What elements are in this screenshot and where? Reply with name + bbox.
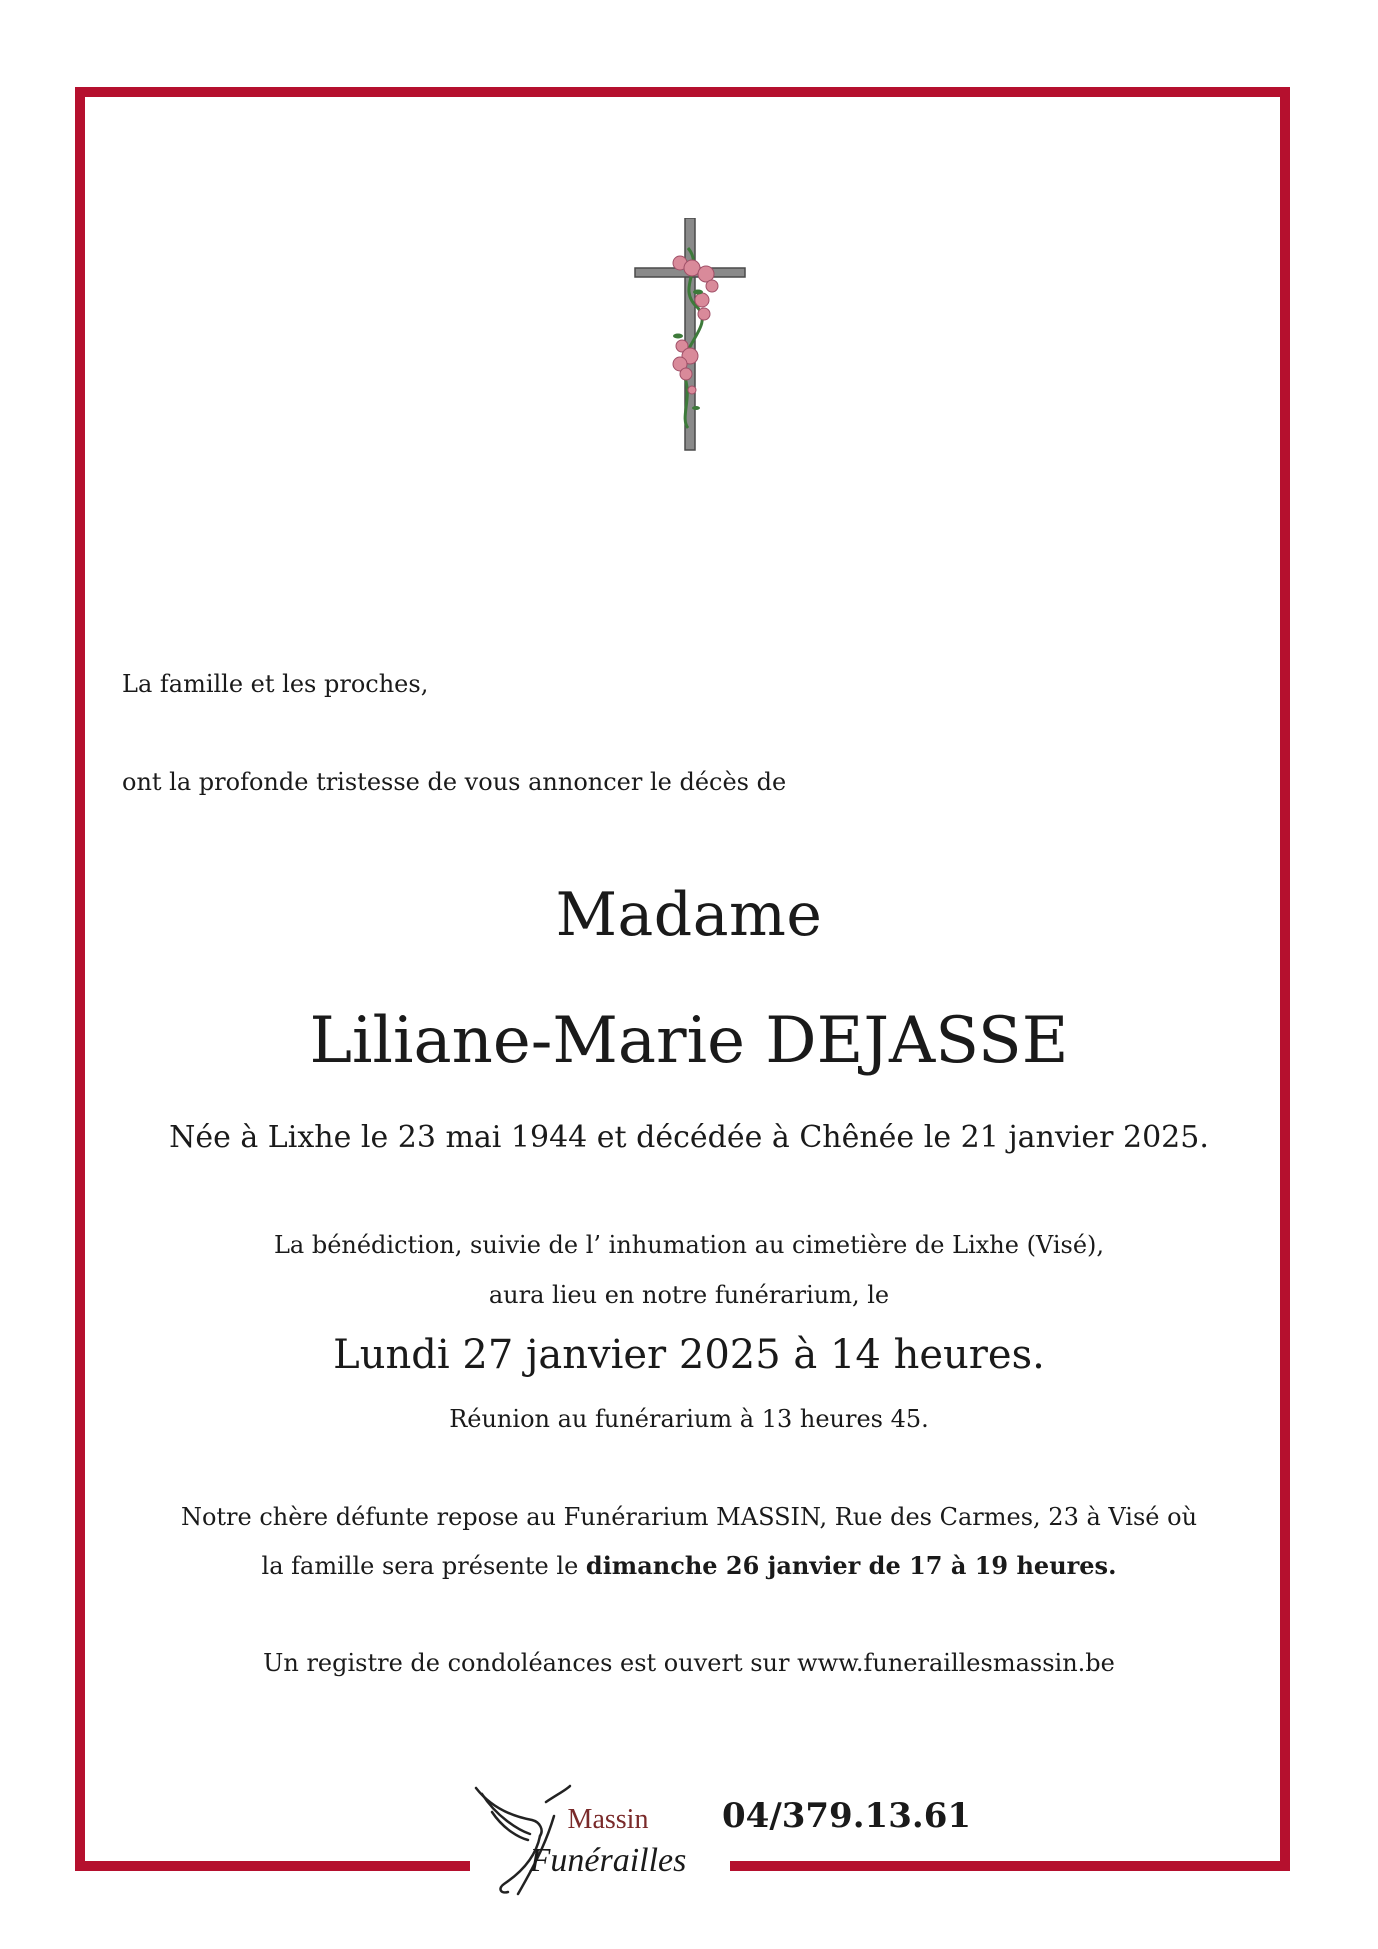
- ceremony-date: Lundi 27 janvier 2025 à 14 heures.: [333, 1332, 1045, 1378]
- visitation-line-1: Notre chère défunte repose au Funérarium MASSIN, Rue des Carmes, 23 à Visé où: [180, 1503, 1198, 1531]
- condolences-text: Un registre de condoléances est ouvert sur www.funeraillesmassin.be: [263, 1649, 1115, 1677]
- ceremony-line-1: La bénédiction, suivie de l’ inhumation au cimetière de Lixhe (Visé),: [273, 1231, 1105, 1259]
- phone-number: 04/379.13.61: [722, 1796, 972, 1836]
- deceased-title: Madame: [555, 880, 823, 950]
- cross-with-flowers-icon: [630, 218, 750, 454]
- intro-line-2: ont la profonde tristesse de vous annoncer le décès de: [122, 768, 787, 796]
- visitation-prefix: la famille sera présente le: [261, 1552, 586, 1580]
- logo-text-massin: Massin: [567, 1804, 649, 1835]
- ceremony-line-2: aura lieu en notre funérarium, le: [488, 1281, 890, 1309]
- deceased-name: Liliane-Marie DEJASSE: [309, 1004, 1069, 1078]
- birth-death-dates: Née à Lixhe le 23 mai 1944 et décédée à Chênée le 21 janvier 2025.: [169, 1120, 1209, 1155]
- massin-funerailles-logo: [470, 1776, 710, 1908]
- meeting-time: Réunion au funérarium à 13 heures 45.: [449, 1405, 929, 1433]
- intro-line-1: La famille et les proches,: [122, 670, 429, 698]
- visitation-line-2: [0, 1550, 1378, 1582]
- visitation-time: dimanche 26 janvier de 17 à 19 heures.: [585, 1551, 1117, 1580]
- logo-text-funerailles: Funérailles: [529, 1842, 687, 1879]
